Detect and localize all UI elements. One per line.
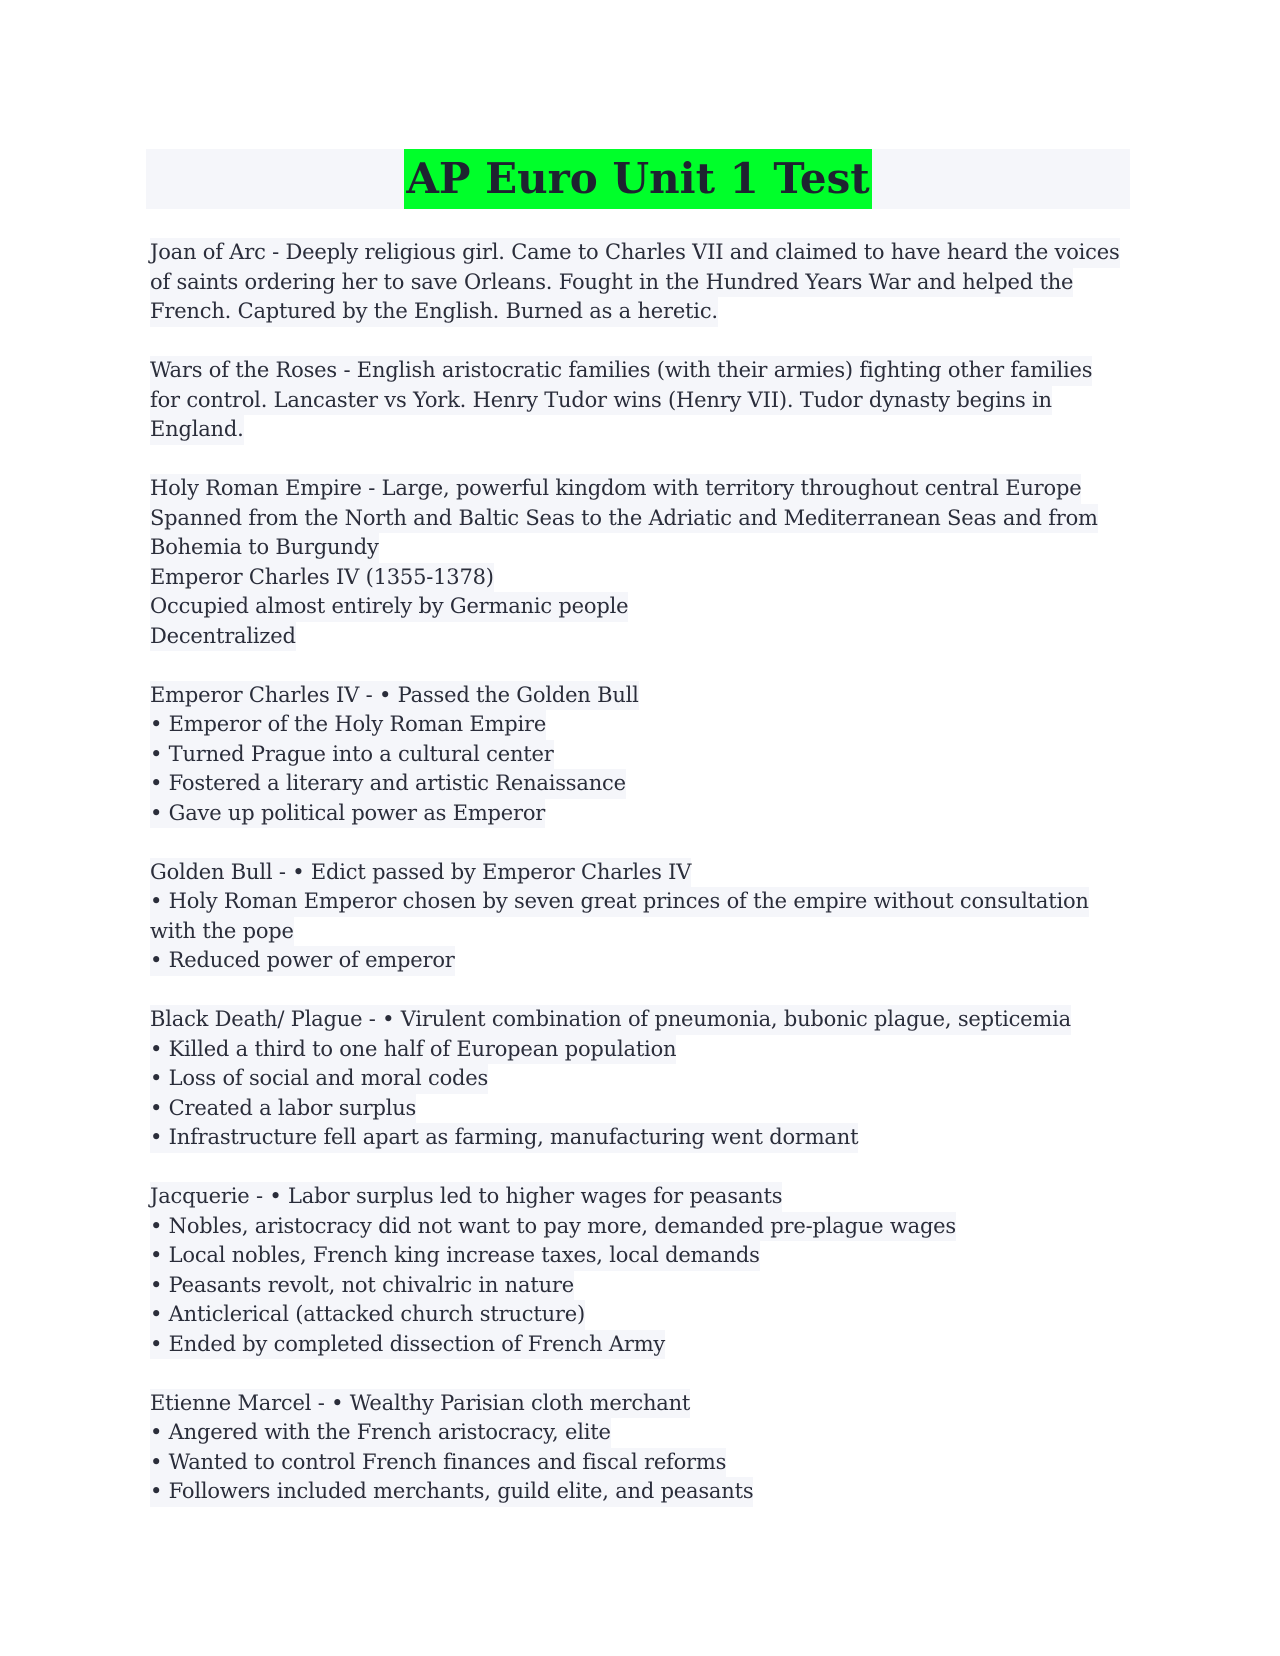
title-banner xyxy=(146,149,1130,209)
flashcard-entry xyxy=(150,356,1130,445)
entry-detail-line: • Peasants revolt, not chivalric in nature xyxy=(150,1271,574,1301)
entry-detail-line: Decentralized xyxy=(150,622,296,652)
flashcard-entry xyxy=(150,1182,1130,1359)
entry-detail-line: • Fostered a literary and artistic Renaissance xyxy=(150,769,626,799)
entry-detail-line: • Nobles, aristocracy did not want to pay more, demanded pre-plague wages xyxy=(150,1212,956,1242)
entry-detail-line: • Turned Prague into a cultural center xyxy=(150,740,554,770)
entry-detail-line: • Anticlerical (attacked church structure) xyxy=(150,1300,585,1330)
entry-detail-line: Spanned from the North and Baltic Seas to the Adriatic and Mediterranean Seas and from xyxy=(150,504,1098,534)
entry-detail-line: • Emperor of the Holy Roman Empire xyxy=(150,710,546,740)
entry-term-line: Joan of Arc - Deeply religious girl. Came to Charles VII and claimed to have heard the voices xyxy=(150,238,1120,268)
entry-term-line: Etienne Marcel - • Wealthy Parisian cloth merchant xyxy=(150,1389,690,1419)
entry-detail-line: • Reduced power of emperor xyxy=(150,946,455,976)
entry-detail-line: • Loss of social and moral codes xyxy=(150,1064,488,1094)
document-body xyxy=(150,238,1130,1536)
entry-detail-line: • Ended by completed dissection of French Army xyxy=(150,1330,665,1360)
entry-detail-line: French. Captured by the English. Burned as a heretic. xyxy=(150,297,718,327)
document-title: AP Euro Unit 1 Test xyxy=(404,149,871,209)
entry-term-line: Black Death/ Plague - • Virulent combination of pneumonia, bubonic plague, septicemia xyxy=(150,1005,1071,1035)
entry-detail-line: • Killed a third to one half of European population xyxy=(150,1035,676,1065)
entry-term-line: Wars of the Roses - English aristocratic families (with their armies) fighting other families xyxy=(150,356,1092,386)
entry-detail-line: of saints ordering her to save Orleans. Fought in the Hundred Years War and helped the xyxy=(150,268,1073,298)
entry-term-line: Holy Roman Empire - Large, powerful kingdom with territory throughout central Europe xyxy=(150,474,1081,504)
entry-detail-line: for control. Lancaster vs York. Henry Tudor wins (Henry VII). Tudor dynasty begins in xyxy=(150,386,1052,416)
flashcard-entry xyxy=(150,1389,1130,1507)
entry-detail-line: Bohemia to Burgundy xyxy=(150,533,379,563)
entry-detail-line: Occupied almost entirely by Germanic people xyxy=(150,592,628,622)
entry-detail-line: • Gave up political power as Emperor xyxy=(150,799,545,829)
entry-detail-line: • Holy Roman Emperor chosen by seven great princes of the empire without consultation xyxy=(150,887,1089,917)
entry-detail-line: • Angered with the French aristocracy, elite xyxy=(150,1418,611,1448)
flashcard-entry xyxy=(150,1005,1130,1153)
flashcard-entry xyxy=(150,238,1130,327)
entry-detail-line: England. xyxy=(150,415,244,445)
entry-term-line: Emperor Charles IV - • Passed the Golden Bull xyxy=(150,681,639,711)
entry-detail-line: • Followers included merchants, guild elite, and peasants xyxy=(150,1477,753,1507)
flashcard-entry xyxy=(150,474,1130,651)
entry-detail-line: • Wanted to control French finances and fiscal reforms xyxy=(150,1448,726,1478)
flashcard-entry xyxy=(150,681,1130,829)
entry-term-line: Jacquerie - • Labor surplus led to higher wages for peasants xyxy=(150,1182,782,1212)
entry-term-line: Golden Bull - • Edict passed by Emperor Charles IV xyxy=(150,858,691,888)
entry-detail-line: • Infrastructure fell apart as farming, manufacturing went dormant xyxy=(150,1123,858,1153)
entry-detail-line: Emperor Charles IV (1355-1378) xyxy=(150,563,494,593)
entry-detail-line: with the pope xyxy=(150,917,294,947)
entry-detail-line: • Local nobles, French king increase taxes, local demands xyxy=(150,1241,760,1271)
entry-detail-line: • Created a labor surplus xyxy=(150,1094,416,1124)
flashcard-entry xyxy=(150,858,1130,976)
